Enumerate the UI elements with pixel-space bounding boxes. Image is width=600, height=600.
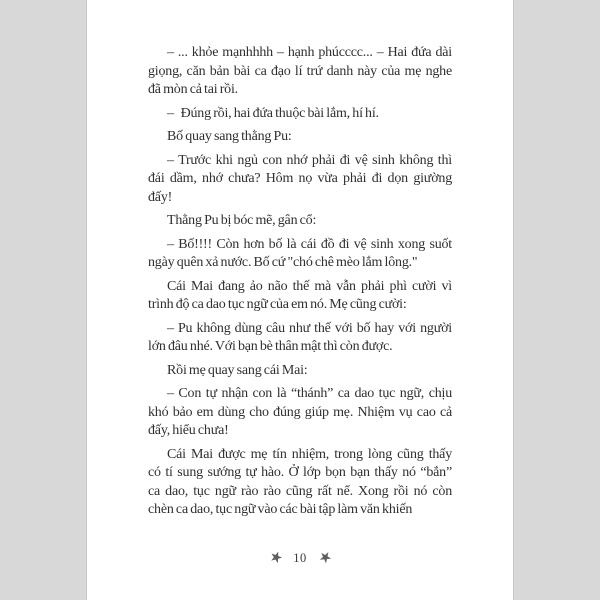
text-line: đái dầm, nhớ chưa? Hôm nọ vừa phải đi dọn giường [148, 171, 452, 186]
paragraph [148, 236, 452, 273]
right-gray-margin [514, 0, 600, 600]
paragraph [148, 212, 452, 231]
text-line: trình độ ca dao tục ngữ của em nó. Mẹ cũng cười: [148, 297, 407, 312]
text-line: có tí sung sướng tự hào. Ở lớp bọn bạn thấy nó “bắn” [148, 465, 452, 480]
star-icon: ★ [314, 547, 335, 569]
book-page [86, 0, 514, 600]
text-line: Thằng Pu bị bóc mẽ, gân cổ: [167, 213, 317, 228]
paragraph [148, 385, 452, 441]
paragraph [148, 44, 452, 100]
text-line: lớn đâu nhé. Với bạn bè thân mật thì còn được. [148, 339, 393, 354]
star-icon: ★ [266, 548, 285, 568]
text-line: Rồi mẹ quay sang cái Mai: [167, 362, 308, 378]
text-line: chèn ca dao, tục ngữ vào các bài tập làm văn khiến [148, 502, 413, 517]
text-line: Bố quay sang thằng Pu: [167, 129, 292, 144]
text-line: – Đúng rồi, hai đứa thuộc bài lắm, hí hí. [167, 105, 379, 121]
text-line: đấy! [148, 189, 173, 205]
paragraph [148, 362, 452, 381]
text-line: – ... khỏe mạnhhhh – hạnh phúcccc... – Hai đứa dài [167, 45, 452, 60]
text-line: ca dao, tục ngữ rào rào cũng rất nể. Xong rồi nó còn [148, 483, 452, 499]
paragraph [148, 128, 452, 147]
text-line: – Con tự nhận con là “thánh” ca dao tục ngữ, chịu [167, 386, 452, 401]
page-text [148, 44, 452, 525]
paragraph [148, 320, 452, 357]
left-gray-margin [0, 0, 86, 600]
text-line: giọng, căn bản bài ca đạo lí trứ danh này của mẹ nghe [148, 63, 452, 79]
text-line: – Trước khi ngủ con nhớ phải đi vệ sinh không thì [167, 152, 452, 168]
paragraph [148, 105, 452, 124]
paragraph [148, 446, 452, 520]
text-line: khó bảo em dùng cho đúng giúp mẹ. Nhiệm vụ cao cả [148, 404, 452, 420]
text-line: Cái Mai được mẹ tín nhiệm, trong lòng cũng thấy [167, 446, 452, 462]
page-footer [87, 547, 513, 569]
paragraph [148, 278, 452, 315]
paragraph [148, 152, 452, 208]
text-line: – Bố!!!! Còn hơn bố là cái đồ đi vệ sinh xong suốt [167, 236, 452, 252]
text-line: ngày quên xả nước. Bố cứ "chó chê mèo lắm lông." [148, 255, 418, 270]
text-line: đấy, hiểu chưa! [148, 423, 229, 438]
text-line: đã mòn cả tai rồi. [148, 82, 238, 97]
text-line: – Pu không dùng câu như thế với bố hay với người [167, 320, 452, 336]
text-line: Cái Mai đang ảo não thế mà vẫn phải phì cười vì [167, 278, 452, 294]
page-number: 10 [293, 550, 307, 565]
